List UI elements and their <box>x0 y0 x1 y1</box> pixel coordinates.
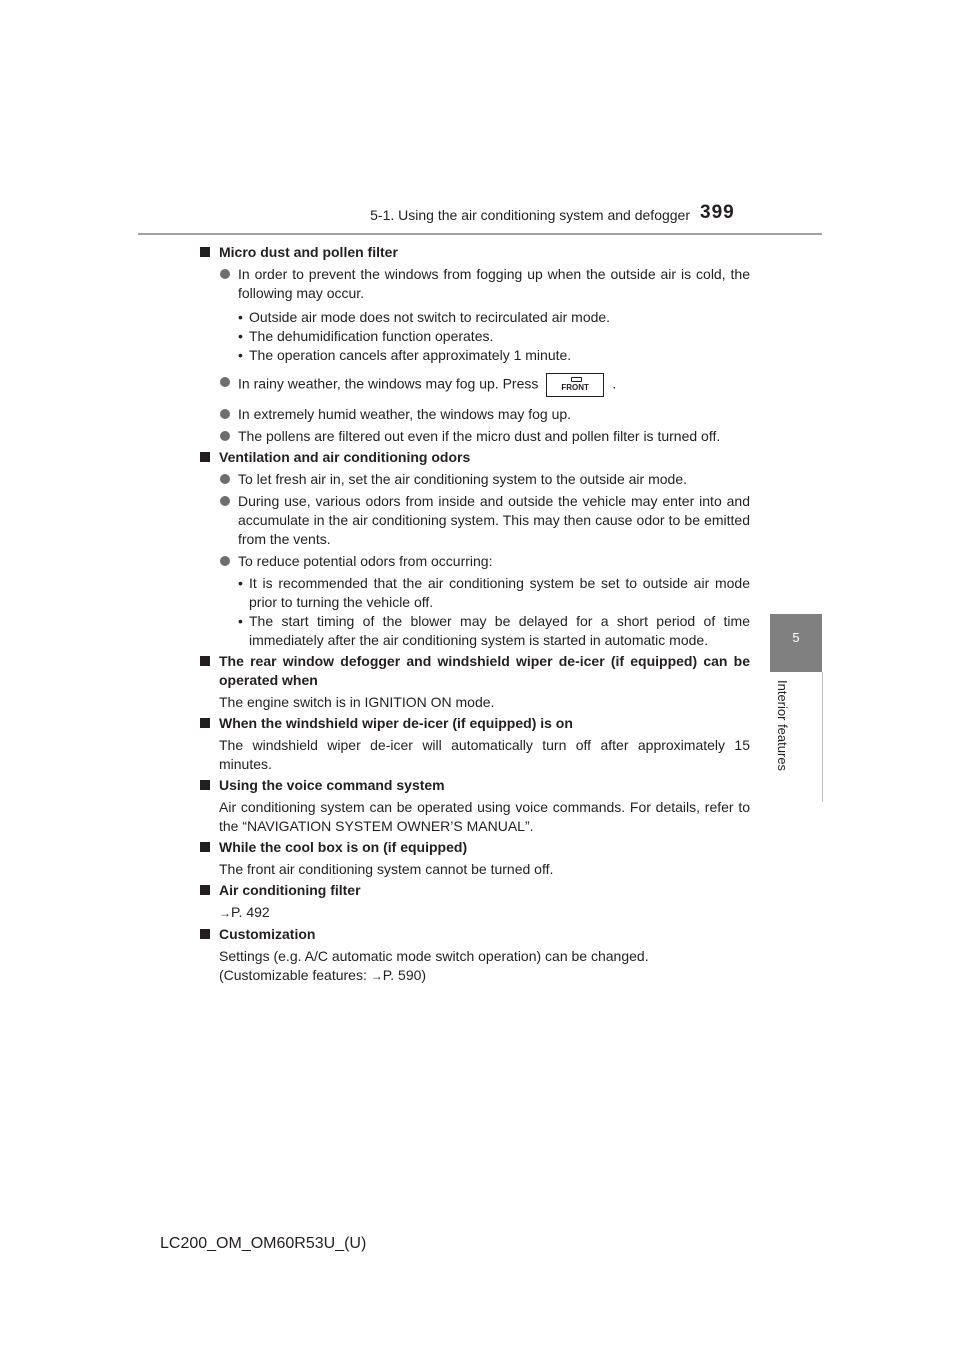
bullet-item <box>198 373 750 397</box>
front-button-label: FRONT <box>561 383 589 392</box>
sub-item <box>198 346 750 365</box>
heading-text: Ventilation and air conditioning odors <box>219 449 471 465</box>
page-content <box>198 243 750 988</box>
bullet-text: To let fresh air in, set the air conditioning system to the outside air mode. <box>238 471 688 487</box>
sub-item <box>198 574 750 612</box>
sub-list <box>198 574 750 650</box>
heading-text: Customization <box>219 926 316 942</box>
round-bullet-icon <box>220 409 230 419</box>
reference-prefix: (Customizable features: <box>219 967 371 983</box>
section-text: Air conditioning system can be operated using voice commands. For details, refer to the “NAVIGATION SYSTEM OWNER’S MANUAL”. <box>219 799 750 834</box>
section-voice-command <box>198 776 750 836</box>
square-bullet-icon <box>200 885 210 895</box>
defogger-bar-icon <box>571 377 582 382</box>
page-reference <box>198 903 750 923</box>
section-heading <box>198 243 750 262</box>
section-heading <box>198 448 750 467</box>
arrow-right-icon: → <box>219 906 231 920</box>
bullet-text: In rainy weather, the windows may fog up. Press <box>238 375 539 392</box>
chapter-title <box>774 680 794 810</box>
dot-marker-icon: • <box>238 309 243 325</box>
section-micro-dust <box>198 243 750 446</box>
section-ac-filter <box>198 881 750 923</box>
page-reference-link[interactable]: P. 590 <box>382 967 422 983</box>
sub-item-text: The start timing of the blower may be delayed for a short period of time immediately after the air conditioning system is started in automatic mode. <box>249 613 750 648</box>
bullet-text: In order to prevent the windows from fogging up when the outside air is cold, the following may occur. <box>238 266 750 301</box>
section-heading <box>198 714 750 733</box>
sub-item-text: The dehumidification function operates. <box>249 328 494 344</box>
document-code: LC200_OM_OM60R53U_(U) <box>160 1235 367 1252</box>
sub-item <box>198 612 750 650</box>
sub-item <box>198 308 750 327</box>
bullet-item <box>198 470 750 489</box>
reference-suffix: ) <box>421 967 427 983</box>
section-text: The windshield wiper de-icer will automatically turn off after approximately 15 minutes. <box>219 737 750 772</box>
section-heading <box>198 776 750 795</box>
round-bullet-icon <box>220 496 230 506</box>
round-bullet-icon <box>220 377 230 387</box>
section-heading <box>198 925 750 944</box>
page-reference-link[interactable]: P. 492 <box>231 904 270 920</box>
section-text: The front air conditioning system cannot be turned off. <box>219 861 554 877</box>
bullet-item <box>198 552 750 571</box>
bullet-text: The pollens are filtered out even if the micro dust and pollen filter is turned off. <box>238 428 721 444</box>
section-rear-defogger <box>198 652 750 712</box>
dot-marker-icon: • <box>238 347 243 363</box>
square-bullet-icon <box>200 656 210 666</box>
round-bullet-icon <box>220 269 230 279</box>
side-divider <box>822 672 823 802</box>
heading-text: Using the voice command system <box>219 777 445 793</box>
dot-marker-icon: • <box>238 575 243 591</box>
header-section-title: 5-1. Using the air conditioning system and defogger <box>370 207 690 223</box>
bullet-item <box>198 427 750 446</box>
bullet-text: In extremely humid weather, the windows may fog up. <box>238 406 572 422</box>
sub-list <box>198 308 750 365</box>
section-ventilation <box>198 448 750 650</box>
square-bullet-icon <box>200 247 210 257</box>
square-bullet-icon <box>200 842 210 852</box>
arrow-right-icon: → <box>370 969 383 983</box>
heading-text: When the windshield wiper de-icer (if equipped) is on <box>219 715 573 731</box>
square-bullet-icon <box>200 718 210 728</box>
dot-marker-icon: • <box>238 613 243 629</box>
chapter-tab[interactable] <box>770 614 822 672</box>
heading-text: Air conditioning filter <box>219 882 361 898</box>
page-number: 399 <box>700 202 735 223</box>
sub-item <box>198 327 750 346</box>
chapter-title-text: Interior features <box>775 680 790 772</box>
header-divider <box>138 233 822 235</box>
sub-item-text: Outside air mode does not switch to recirculated air mode. <box>249 309 611 325</box>
square-bullet-icon <box>200 452 210 462</box>
bullet-item <box>198 492 750 549</box>
bullet-item <box>198 405 750 424</box>
heading-text: The rear window defogger and windshield wiper de-icer (if equipped) can be operated when <box>219 653 750 688</box>
sub-item-text: It is recommended that the air conditioning system be set to outside air mode prior to turning the vehicle off. <box>249 575 750 610</box>
dot-marker-icon: • <box>238 328 243 344</box>
sub-item-text: The operation cancels after approximately 1 minute. <box>249 347 572 363</box>
section-heading <box>198 881 750 900</box>
section-heading <box>198 838 750 857</box>
section-customization <box>198 925 750 986</box>
bullet-item <box>198 265 750 303</box>
heading-text: While the cool box is on (if equipped) <box>219 839 468 855</box>
heading-text: Micro dust and pollen filter <box>219 244 398 260</box>
bullet-text: During use, various odors from inside and outside the vehicle may enter into and accumulate in the air conditioning system. This may then cause odor to be emitted from the vents. <box>238 493 750 547</box>
round-bullet-icon <box>220 474 230 484</box>
bullet-text: To reduce potential odors from occurring: <box>238 553 493 569</box>
section-text: Settings (e.g. A/C automatic mode switch operation) can be changed. <box>219 948 649 964</box>
square-bullet-icon <box>200 780 210 790</box>
section-cool-box <box>198 838 750 879</box>
section-text: The engine switch is in IGNITION ON mode. <box>219 694 495 710</box>
round-bullet-icon <box>220 431 230 441</box>
round-bullet-icon <box>220 556 230 566</box>
bullet-text-end: . <box>612 375 617 392</box>
chapter-number: 5 <box>792 630 800 645</box>
square-bullet-icon <box>200 929 210 939</box>
customizable-features-reference <box>198 966 750 986</box>
section-wiper-deicer <box>198 714 750 774</box>
front-defogger-button-icon <box>546 373 604 397</box>
section-heading <box>198 652 750 690</box>
